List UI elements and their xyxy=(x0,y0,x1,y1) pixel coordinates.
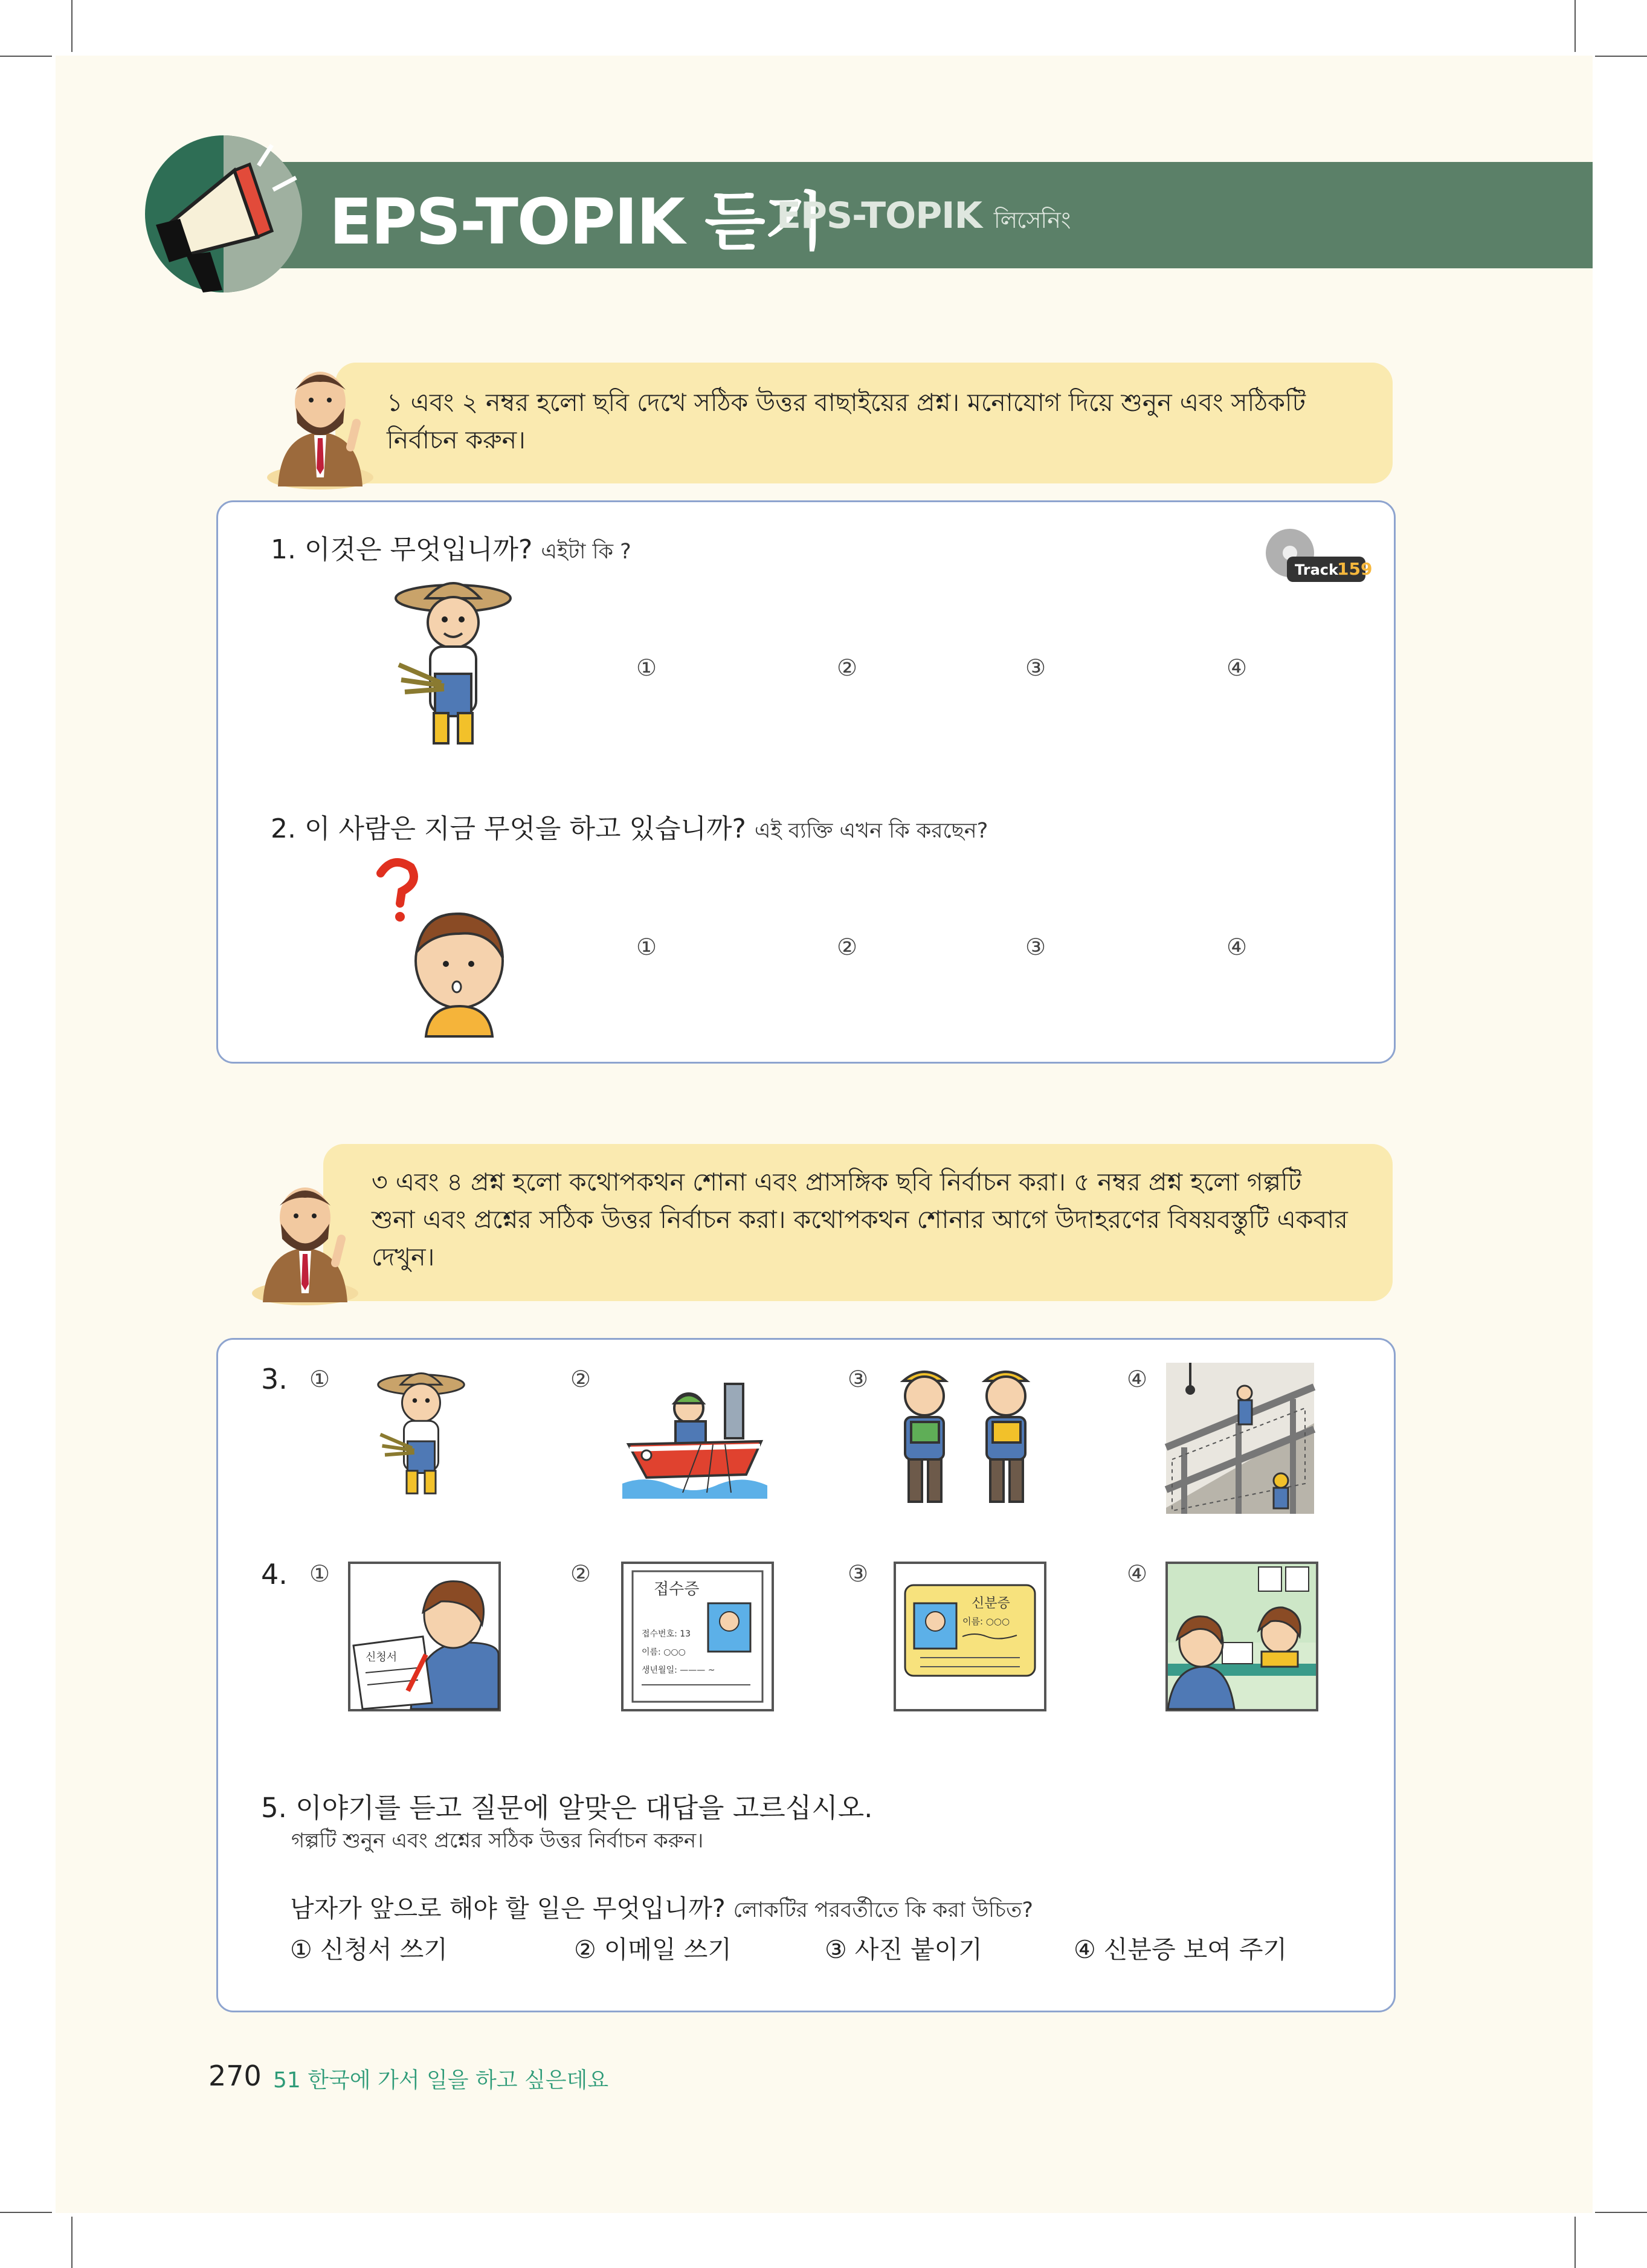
crop-mark xyxy=(1574,0,1576,52)
choice-mark[interactable]: ③ xyxy=(1025,934,1046,960)
page-subtitle: EPS-TOPIK লিসেনিং xyxy=(776,195,1071,237)
crop-mark xyxy=(71,2217,73,2268)
option-picture[interactable] xyxy=(1165,1562,1318,1711)
crop-mark xyxy=(1595,56,1647,57)
receipt-line: 접수번호: 13 xyxy=(642,1629,691,1639)
crop-mark xyxy=(71,0,73,52)
question-5-sub: 남자가 앞으로 해야 할 일은 무엇입니까? লোকটির পরবর্তীতে কি করা উচিত? xyxy=(290,1894,1033,1923)
question-3-number: 3. xyxy=(261,1363,288,1395)
farmer-illustration xyxy=(393,574,514,749)
choice-mark[interactable]: ① xyxy=(309,1560,330,1587)
writing-form-illustration xyxy=(350,1564,498,1709)
choice-mark[interactable]: ④ xyxy=(1226,654,1248,681)
crop-mark xyxy=(0,2212,52,2213)
svg-text:신청서: 신청서 xyxy=(366,1651,398,1664)
office-counter-illustration xyxy=(1168,1564,1316,1709)
question-2-text: 2. 이 사람은 지금 무엇을 하고 있습니까? এই ব্যক্তি এখন কি করছেন? xyxy=(271,813,988,844)
choice-mark[interactable]: ④ xyxy=(1127,1560,1148,1587)
confused-boy-illustration xyxy=(369,855,514,1036)
construction-site-illustration xyxy=(1166,1363,1314,1514)
question-5-bn: গল্পটি শুনুন এবং প্রশ্নের সঠিক উত্তর নির্বাচন করুন। xyxy=(291,1829,704,1853)
crop-mark xyxy=(1595,2212,1647,2213)
crop-mark xyxy=(1574,2217,1576,2268)
choice-mark[interactable]: ② xyxy=(570,1560,591,1587)
choice-mark[interactable]: ② xyxy=(570,1366,591,1392)
receipt-line: 이름: ○○○ xyxy=(642,1647,686,1657)
receipt-illustration xyxy=(624,1564,772,1709)
page-title: EPS-TOPIK 듣기 xyxy=(329,185,824,259)
answer-option-2[interactable]: ② 이메일 쓰기 xyxy=(574,1935,732,1964)
id-card-illustration xyxy=(896,1564,1044,1709)
instruction-text-2: ৩ এবং ৪ প্রশ্ন হলো কথোপকথন শোনা এবং প্রাসঙ্গিক ছবি নির্বাচন করা। ৫ নম্বর প্রশ্ন হলো গল্পটি শুনা এবং প্রশ্নের সঠিক উত্তর নির্বাচন করা। কথোপকথন শোনার আগে উদাহরণের বিষয়বস্তুটি একবার দেখুন। xyxy=(372,1168,1348,1271)
question-1-text: 1. 이것은 무엇입니까? এইটা কি ? xyxy=(271,534,631,565)
choice-mark[interactable]: ① xyxy=(309,1366,330,1392)
teacher-icon xyxy=(251,1169,359,1308)
choice-mark[interactable]: ④ xyxy=(1226,934,1248,960)
fishing-boat-illustration xyxy=(622,1378,767,1499)
track-label: Track xyxy=(1295,561,1338,578)
teacher-icon xyxy=(266,357,375,489)
choice-mark[interactable]: ① xyxy=(636,934,657,960)
option-picture[interactable] xyxy=(894,1562,1046,1711)
choice-mark[interactable]: ② xyxy=(837,934,858,960)
question-5-text: 5. 이야기를 듣고 질문에 알맞은 대답을 고르십시오. xyxy=(261,1792,873,1824)
question-4-number: 4. xyxy=(261,1558,288,1591)
option-picture[interactable] xyxy=(348,1562,501,1711)
answer-option-1[interactable]: ① 신청서 쓰기 xyxy=(290,1935,448,1964)
answer-option-3[interactable]: ③ 사진 붙이기 xyxy=(825,1935,982,1964)
choice-mark[interactable]: ③ xyxy=(848,1366,869,1392)
instruction-text-1: ১ এবং ২ নম্বর হলো ছবি দেখে সঠিক উত্তর বাছাইয়ের প্রশ্ন। মনোযোগ দিয়ে শুনুন এবং সঠিকটি নির্বাচন করুন। xyxy=(387,388,1306,454)
page-number: 270 xyxy=(208,2060,262,2092)
choice-mark[interactable]: ① xyxy=(636,654,657,681)
id-card-title: 신분증 xyxy=(972,1596,1010,1611)
choice-mark[interactable]: ③ xyxy=(1025,654,1046,681)
option-picture[interactable] xyxy=(621,1562,774,1711)
track-badge xyxy=(1260,529,1373,584)
chapter-title: 51 한국에 가서 일을 하고 싶은데요 xyxy=(273,2068,609,2093)
id-card-line: 이름: ○○○ xyxy=(962,1616,1010,1627)
crop-mark xyxy=(0,56,52,57)
answer-option-4[interactable]: ④ 신분증 보여 주기 xyxy=(1074,1935,1288,1964)
choice-mark[interactable]: ④ xyxy=(1127,1366,1148,1392)
receipt-line: 생년월일: ——— ~ xyxy=(642,1665,715,1675)
farmer-illustration xyxy=(376,1366,466,1499)
track-number: 159 xyxy=(1337,559,1373,579)
choice-mark[interactable]: ③ xyxy=(848,1560,869,1587)
receipt-title: 접수증 xyxy=(654,1580,700,1598)
choice-mark[interactable]: ② xyxy=(837,654,858,681)
megaphone-icon xyxy=(144,134,303,294)
workers-carrying-boxes-illustration xyxy=(894,1363,1045,1508)
